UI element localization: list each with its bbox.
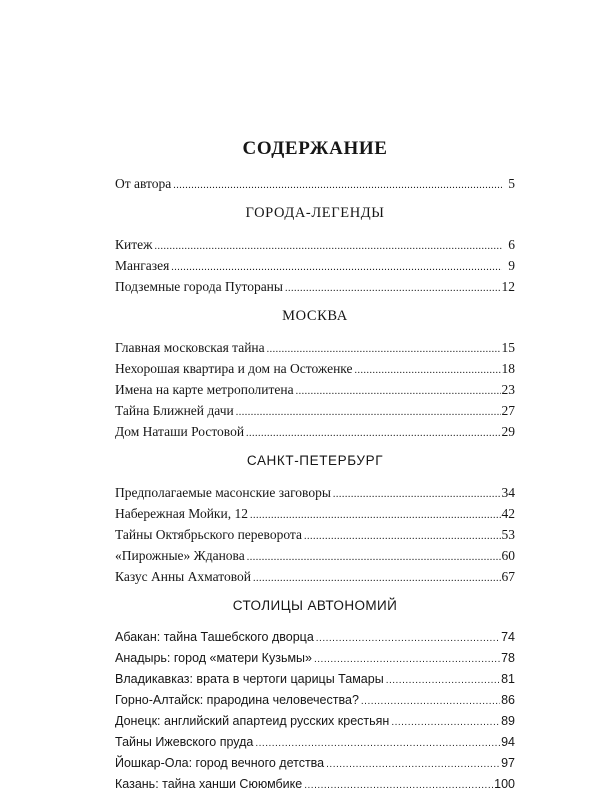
toc-entry-title: Предполагаемые масонские заговоры	[115, 485, 331, 500]
toc-entry-page: 12	[501, 279, 515, 294]
toc-entry-page: 29	[501, 424, 515, 439]
toc-entry-page: 34	[501, 485, 515, 500]
toc-entry-page: 60	[501, 548, 515, 563]
toc-entry-page: 89	[501, 714, 515, 728]
toc-entry	[115, 711, 515, 732]
dot-leader	[304, 775, 493, 796]
toc-entry-page: 23	[501, 382, 515, 397]
section-saint-petersburg	[115, 450, 515, 587]
toc-entry-page: 5	[508, 176, 515, 191]
dot-leader	[304, 526, 501, 547]
toc-entry	[115, 627, 515, 648]
dot-leader	[267, 339, 501, 360]
toc-entry	[115, 255, 515, 276]
toc-entry-intro	[115, 173, 515, 194]
dot-leader	[333, 484, 501, 505]
toc-entry-page: 81	[501, 672, 515, 686]
toc-entry	[115, 482, 515, 503]
toc-entry-title: Казус Анны Ахматовой	[115, 569, 251, 584]
section-title: СТОЛИЦЫ АВТОНОМИЙ	[232, 598, 398, 613]
toc-entry	[115, 503, 515, 524]
toc-entry-title: Главная московская тайна	[115, 340, 265, 355]
section-title: САНКТ-ПЕТЕРБУРГ	[246, 453, 384, 468]
section-moscow	[115, 305, 515, 442]
toc-entry-title: Тайна Ближней дачи	[115, 403, 234, 418]
dot-leader	[173, 175, 502, 196]
dot-leader	[250, 505, 501, 526]
toc-entry-page: 15	[501, 340, 515, 355]
toc-entry	[115, 358, 515, 379]
toc-entry-title: От автора	[115, 176, 172, 191]
section-legend-cities	[115, 202, 515, 297]
dot-leader	[246, 423, 500, 444]
dot-leader	[355, 360, 501, 381]
toc-entry-title: Горно-Алтайск: прародина человечества?	[115, 693, 359, 707]
toc-entry-page: 100	[494, 777, 515, 791]
dot-leader	[326, 754, 500, 775]
table-of-contents	[115, 137, 515, 795]
dot-leader	[285, 278, 501, 299]
section-title: ГОРОДА-ЛЕГЕНДЫ	[245, 205, 385, 221]
dot-leader	[361, 691, 500, 712]
dot-leader	[296, 381, 501, 402]
toc-entry-title: Казань: тайна ханши Сююмбике	[115, 777, 303, 791]
toc-entry-page: 74	[501, 630, 515, 644]
toc-entry-page: 27	[501, 403, 515, 418]
toc-entry-title: Нехорошая квартира и дом на Остоженке	[115, 361, 353, 376]
toc-entry-page: 18	[501, 361, 515, 376]
toc-entry	[115, 648, 515, 669]
toc-entry	[115, 337, 515, 358]
toc-entry-title: Владикавказ: врата в чертоги царицы Тамары	[115, 672, 384, 686]
toc-entry	[115, 421, 515, 442]
toc-entry-page: 94	[501, 735, 515, 749]
toc-entry	[115, 774, 515, 795]
toc-entry-title: Анадырь: город «матери Кузьмы»	[115, 651, 312, 665]
dot-leader	[255, 733, 500, 754]
toc-entry-title: Абакан: тайна Ташебского дворца	[115, 630, 314, 644]
toc-entry-title: Дом Наташи Ростовой	[115, 424, 245, 439]
dot-leader	[316, 628, 500, 649]
page-title: СОДЕРЖАНИЕ	[242, 138, 388, 159]
toc-entry	[115, 400, 515, 421]
toc-entry-page: 67	[501, 569, 515, 584]
dot-leader	[247, 547, 501, 568]
toc-entry	[115, 545, 515, 566]
toc-entry-title: «Пирожные» Жданова	[115, 548, 245, 563]
toc-entry-title: Имена на карте метрополитена	[115, 382, 294, 397]
toc-entry-title: Донецк: английский апартеид русских крестьян	[115, 714, 390, 728]
toc-entry	[115, 566, 515, 587]
dot-leader	[314, 649, 500, 670]
toc-entry-title: Тайны Октябрьского переворота	[115, 527, 302, 542]
toc-entry-title: Йошкар-Ола: город вечного детства	[115, 756, 325, 770]
toc-entry	[115, 753, 515, 774]
toc-entry	[115, 690, 515, 711]
toc-entry	[115, 524, 515, 545]
toc-entry-page: 53	[501, 527, 515, 542]
dot-leader	[391, 712, 500, 733]
toc-entry-title: Китеж	[115, 237, 153, 252]
dot-leader	[154, 236, 502, 257]
toc-entry-title: Мангазея	[115, 258, 170, 273]
toc-entry-title: Подземные города Путораны	[115, 279, 283, 294]
toc-entry-title: Тайны Ижевского пруда	[115, 735, 254, 749]
toc-entry-page: 6	[508, 237, 515, 252]
dot-leader	[386, 670, 500, 691]
toc-entry	[115, 379, 515, 400]
section-autonomy-capitals	[115, 595, 515, 795]
toc-entry	[115, 669, 515, 690]
toc-entry	[115, 276, 515, 297]
toc-entry-page: 86	[501, 693, 515, 707]
toc-entry-page: 97	[501, 756, 515, 770]
dot-leader	[171, 257, 502, 278]
dot-leader	[236, 402, 501, 423]
toc-entry-page: 9	[508, 258, 515, 273]
dot-leader	[253, 568, 501, 589]
toc-entry-page: 78	[501, 651, 515, 665]
toc-entry-title: Набережная Мойки, 12	[115, 506, 248, 521]
toc-entry	[115, 234, 515, 255]
section-title: МОСКВА	[282, 308, 348, 324]
toc-entry-page: 42	[501, 506, 515, 521]
